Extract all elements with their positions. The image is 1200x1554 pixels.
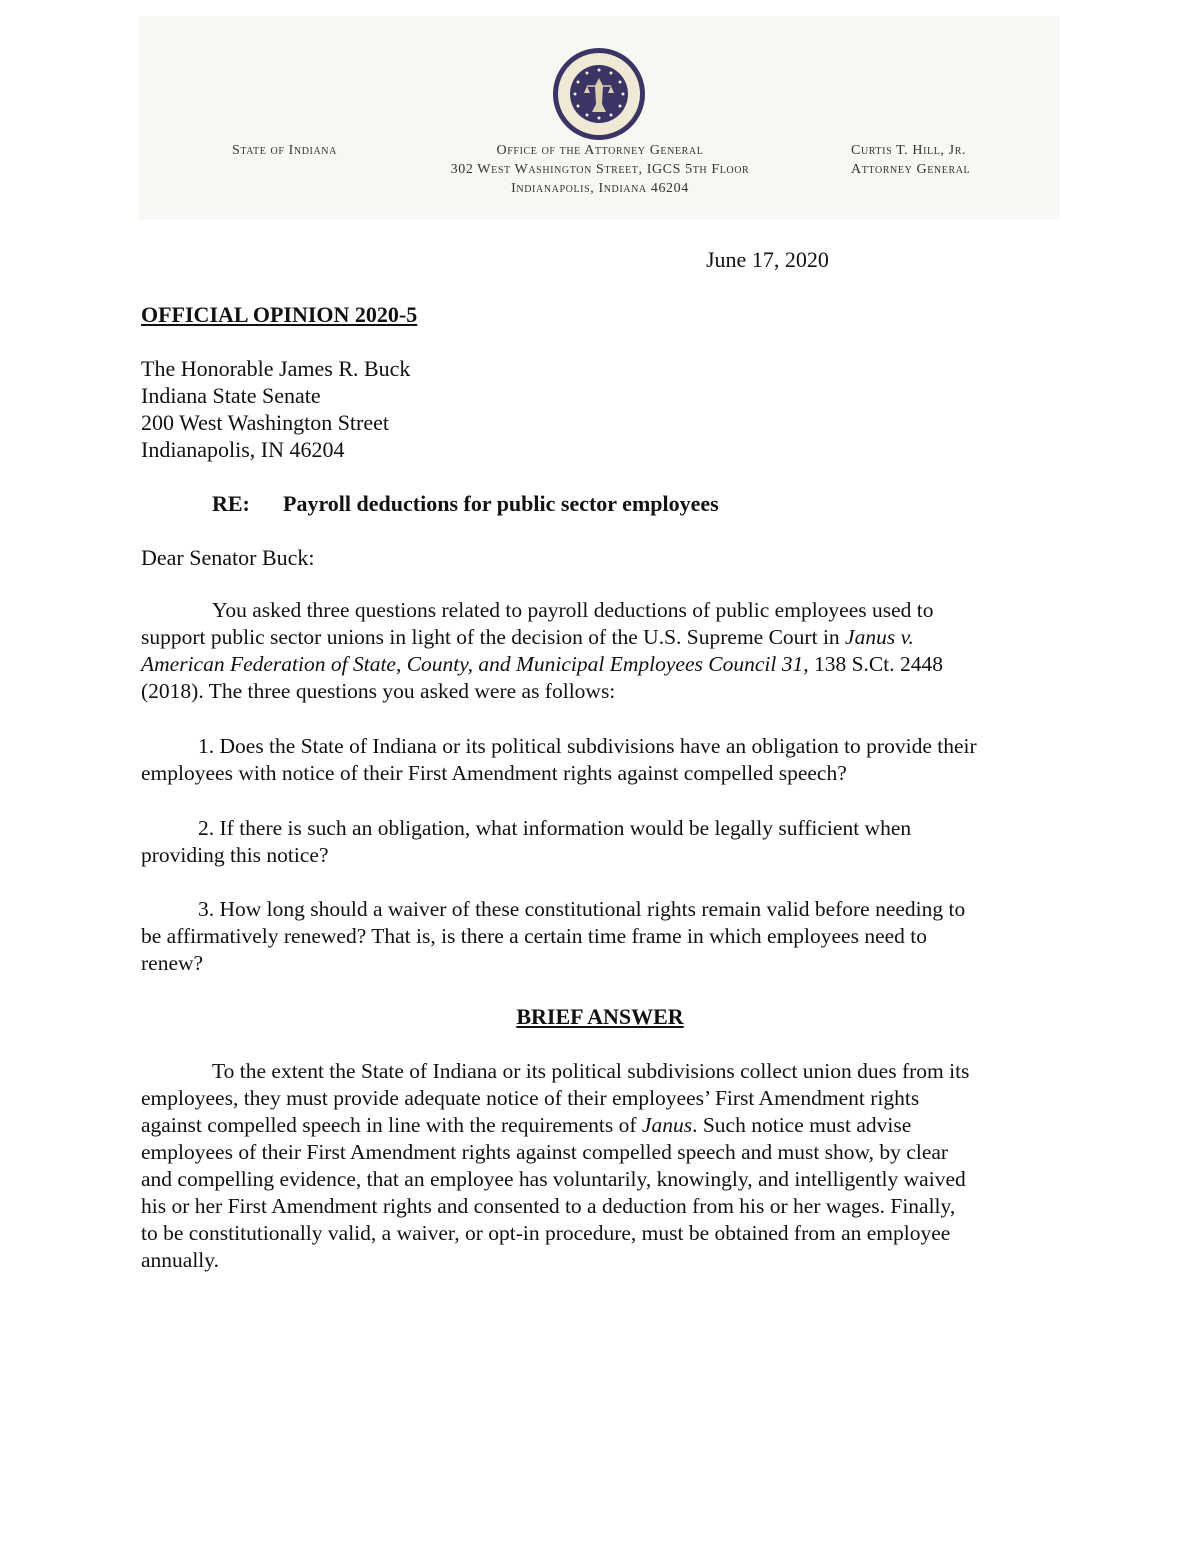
paragraph-line: American Federation of State, County, and Municipal Employees Council 31, 138 S.Ct. 2448: [141, 652, 943, 676]
letter-date: June 17, 2020: [706, 247, 829, 272]
subject-text: Payroll deductions for public sector employees: [283, 491, 719, 516]
recipient-organization: Indiana State Senate: [141, 383, 321, 408]
letterhead-office-city: Indianapolis, Indiana 46204: [511, 181, 689, 196]
intro-paragraph: [141, 597, 1056, 705]
subject-line: [212, 491, 719, 517]
recipient-name: The Honorable James R. Buck: [141, 356, 411, 381]
letterhead-office-name: Office of the Attorney General: [496, 143, 704, 158]
attorney-title: Attorney General: [851, 162, 971, 177]
question-3: [141, 896, 1056, 977]
recipient-city: Indianapolis, IN 46204: [141, 437, 345, 462]
brief-answer-paragraph: [141, 1058, 1056, 1274]
letterhead-state: State of Indiana: [232, 143, 337, 158]
question-line: renew?: [141, 951, 204, 975]
salutation: Dear Senator Buck:: [141, 545, 315, 570]
question-line: providing this notice?: [141, 843, 329, 867]
paragraph-line: employees of their First Amendment rights against compelled speech and must show, by clear: [141, 1140, 949, 1164]
paragraph-line: You asked three questions related to payroll deductions of public employees used to: [212, 598, 934, 622]
recipient-address: [141, 355, 410, 463]
letterhead-office-street: 302 West Washington Street, IGCS 5th Floor: [450, 162, 750, 177]
paragraph-line: against compelled speech in line with the requirements of Janus. Such notice must advise: [141, 1113, 912, 1137]
paragraph-line: and compelling evidence, that an employee has voluntarily, knowingly, and intelligently waived: [141, 1167, 966, 1191]
brief-answer-heading: BRIEF ANSWER: [516, 1004, 684, 1029]
opinion-title: OFFICIAL OPINION 2020-5: [141, 302, 418, 327]
letterhead-office: [400, 141, 800, 198]
recipient-street: 200 West Washington Street: [141, 410, 390, 435]
paragraph-line: support public sector unions in light of the decision of the U.S. Supreme Court in Janus v.: [141, 625, 914, 649]
paragraph-line: To the extent the State of Indiana or its political subdivisions collect union dues from its: [212, 1059, 970, 1083]
subject-label: RE:: [212, 491, 250, 516]
paragraph-line: his or her First Amendment rights and consented to a deduction from his or her wages. Finally,: [141, 1194, 956, 1218]
question-line: employees with notice of their First Amendment rights against compelled speech?: [141, 761, 847, 785]
letterhead-attorney: [851, 141, 970, 179]
paragraph-line: to be constitutionally valid, a waiver, or opt-in procedure, must be obtained from an employee: [141, 1221, 951, 1245]
attorney-general-seal-icon: [551, 46, 647, 142]
question-line: 2. If there is such an obligation, what information would be legally sufficient when: [198, 816, 912, 840]
question-2: [141, 815, 1056, 869]
question-line: 1. Does the State of Indiana or its political subdivisions have an obligation to provide their: [198, 734, 977, 758]
question-1: [141, 733, 1056, 787]
paragraph-line: (2018). The three questions you asked were as follows:: [141, 679, 616, 703]
paragraph-line: annually.: [141, 1248, 220, 1272]
attorney-name: Curtis T. Hill, Jr.: [851, 143, 967, 158]
question-line: be affirmatively renewed? That is, is there a certain time frame in which employees need to: [141, 924, 928, 948]
paragraph-line: employees, they must provide adequate notice of their employees’ First Amendment rights: [141, 1086, 920, 1110]
question-line: 3. How long should a waiver of these constitutional rights remain valid before needing to: [198, 897, 966, 921]
